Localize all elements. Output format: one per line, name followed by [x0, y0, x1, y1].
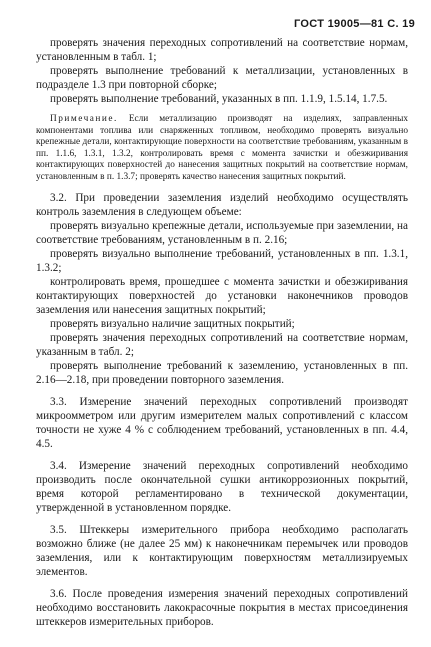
section-3-6: 3.6. После проведения измерения значений переходных сопротивлений необходимо восстановить лакокрасочные покрытия в местах присоединения штеккеров измерительных приборов.: [36, 588, 408, 628]
list-item: проверять визуально выполнение требований, установленных в пп. 1.3.1, 1.3.2;: [36, 248, 408, 274]
section-3-3: 3.3. Измерение значений переходных сопротивлений производят микроомметром или другим измерителем малых сопротивлений с классом точности не хуже 4 % с соблюдением требований, установленных в пп. 4.4, 4.5.: [36, 396, 408, 450]
section-3-2-intro: 3.2. При проведении заземления изделий необходимо осуществлять контроль заземления в следующем объеме:: [36, 192, 408, 218]
note-label: Примечание.: [50, 114, 118, 124]
note-text: Если металлизацию производят на изделиях, заправленных компонентами топлива или снаряженных топливом, необходимо проверять визуально крепежные детали, контактирующие поверхности на соответствие требованиям, указанным в пп. 1.1.6, 1.3.1, 1.3.2, контролировать время с момента зачистки и обезжиривания контактирующих поверхностей до нанесения защитных покрытий на соответствие нормам, установленным в п. 1.3.7; проверять качество нанесения защитных покрытий.: [36, 114, 409, 182]
page-body: [36, 36, 408, 629]
paragraph: проверять выполнение требований, указанных в пп. 1.1.9, 1.5.14, 1.7.5.: [50, 93, 388, 105]
list-item: контролировать время, прошедшее с момента зачистки и обезжиривания контактирующих поверхностей до установки наконечников проводов заземления или нанесения защитных покрытий;: [36, 276, 408, 316]
list-item: проверять выполнение требований к заземлению, установленных в пп. 2.16—2.18, при проведении повторного заземления.: [36, 360, 408, 386]
note: [36, 114, 408, 183]
paragraph: проверять выполнение требований к металлизации, установленных в подразделе 1.3 при повторной сборке;: [36, 65, 408, 91]
list-item: проверять визуально крепежные детали, используемые при заземлении, на соответствие требованиям, установленным в п. 2.16;: [36, 220, 408, 246]
page-header: ГОСТ 19005—81 С. 19: [294, 18, 415, 30]
list-item: проверять визуально наличие защитных покрытий;: [50, 318, 295, 330]
list-item: проверять значения переходных сопротивлений на соответствие нормам, указанным в табл. 2;: [36, 332, 408, 358]
section-3-5: 3.5. Штеккеры измерительного прибора необходимо располагать возможно ближе (не далее 25 мм) к наконечникам перемычек или проводов заземления, или к контактирующим поверхностям металлизируемых элементов.: [36, 524, 408, 578]
paragraph: проверять значения переходных сопротивлений на соответствие нормам, установленным в табл. 1;: [36, 37, 408, 63]
section-3-4: 3.4. Измерение значений переходных сопротивлений необходимо производить после окончательной сушки антикоррозионных покрытий, время которой регламентировано в технической документации, утвержденной в установленном порядке.: [36, 460, 408, 514]
